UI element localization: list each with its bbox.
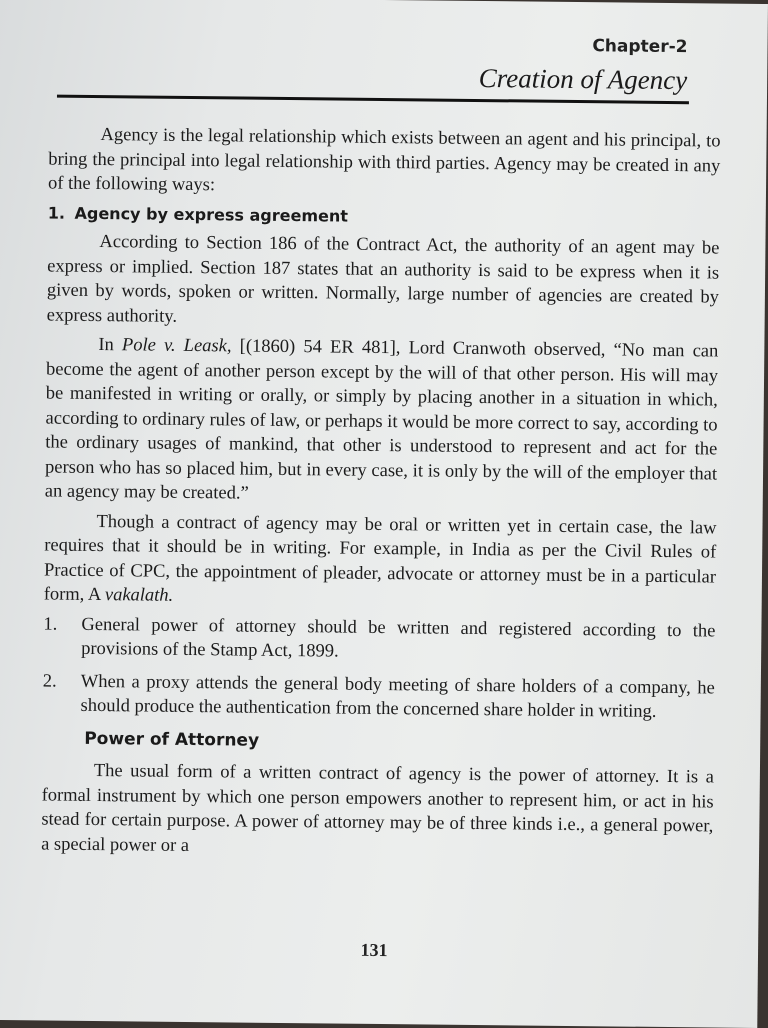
page-body bbox=[41, 122, 721, 868]
vakalath-term: vakalath. bbox=[104, 585, 174, 606]
power-of-attorney-paragraph: The usual form of a written contract of agency is the power of attorney. It is a formal instrument by which one person empowers another to represent him, or act in his stead for certain purpose. A power of attorney may be of three kinds i.e., a general power, a special power or a bbox=[41, 761, 714, 856]
numbered-list bbox=[42, 612, 715, 725]
page-number: 131 bbox=[360, 939, 388, 961]
list-item-number: 2. bbox=[42, 670, 57, 692]
chapter-number: Chapter-2 bbox=[592, 36, 688, 58]
section-paragraph-2 bbox=[45, 332, 719, 511]
section-number: 1. bbox=[47, 202, 66, 223]
header-rule bbox=[57, 95, 689, 105]
case-name: Pole v. Leask, bbox=[121, 335, 232, 357]
intro-paragraph: Agency is the legal relationship which exists between an agent and his principal, to bring the principal into legal relationship with third parties. Agency may be created in any of the following ways: bbox=[47, 125, 721, 196]
list-item-number: 1. bbox=[43, 613, 58, 635]
para3-main: Though a contract of agency may be oral or written yet in certain case, the law requires that it should be in writing. For example, in India as per the Civil Rules of Practice of CPC, the appointment of pleader, advocate or attorney must be in a particular form, A bbox=[43, 511, 717, 606]
list-item-text: When a proxy attends the general body meeting of share holders of a company, he should produce the authentication from the concerned share holder in writing. bbox=[80, 671, 715, 722]
power-of-attorney-heading: Power of Attorney bbox=[84, 728, 260, 751]
chapter-title: Creation of Agency bbox=[478, 62, 688, 96]
section-paragraph-3 bbox=[44, 509, 717, 614]
list-item bbox=[43, 612, 715, 668]
list-item bbox=[42, 669, 714, 725]
section-paragraph-1: According to Section 186 of the Contract Act, the authority of an agent may be express or implied. Section 187 states that an authority is said to be express when it is given by words, spoken or written. Normally, large number of agencies are created by express authority. bbox=[46, 232, 720, 327]
para2-rest: [(1860) 54 ER 481], Lord Cranwoth observed, “No man can become the agent of another person except by the will of that other person. His will may be manifested in writing or orally, or simply by placing another in a situation in which, according to ordinary rules of law, or perhaps it would be more correct to say, according to the ordinary usages of mankind, that other is understood to represent and act for the person who has so placed him, but in every case, it is only by the will of the employer that an agency may be created.” bbox=[44, 336, 719, 504]
list-item-text: General power of attorney should be written and registered according to the provisions of the Stamp Act, 1899. bbox=[81, 614, 716, 662]
section-heading bbox=[48, 201, 720, 233]
para2-prefix: In bbox=[98, 335, 123, 356]
section-heading-text: Agency by express agreement bbox=[74, 203, 349, 226]
